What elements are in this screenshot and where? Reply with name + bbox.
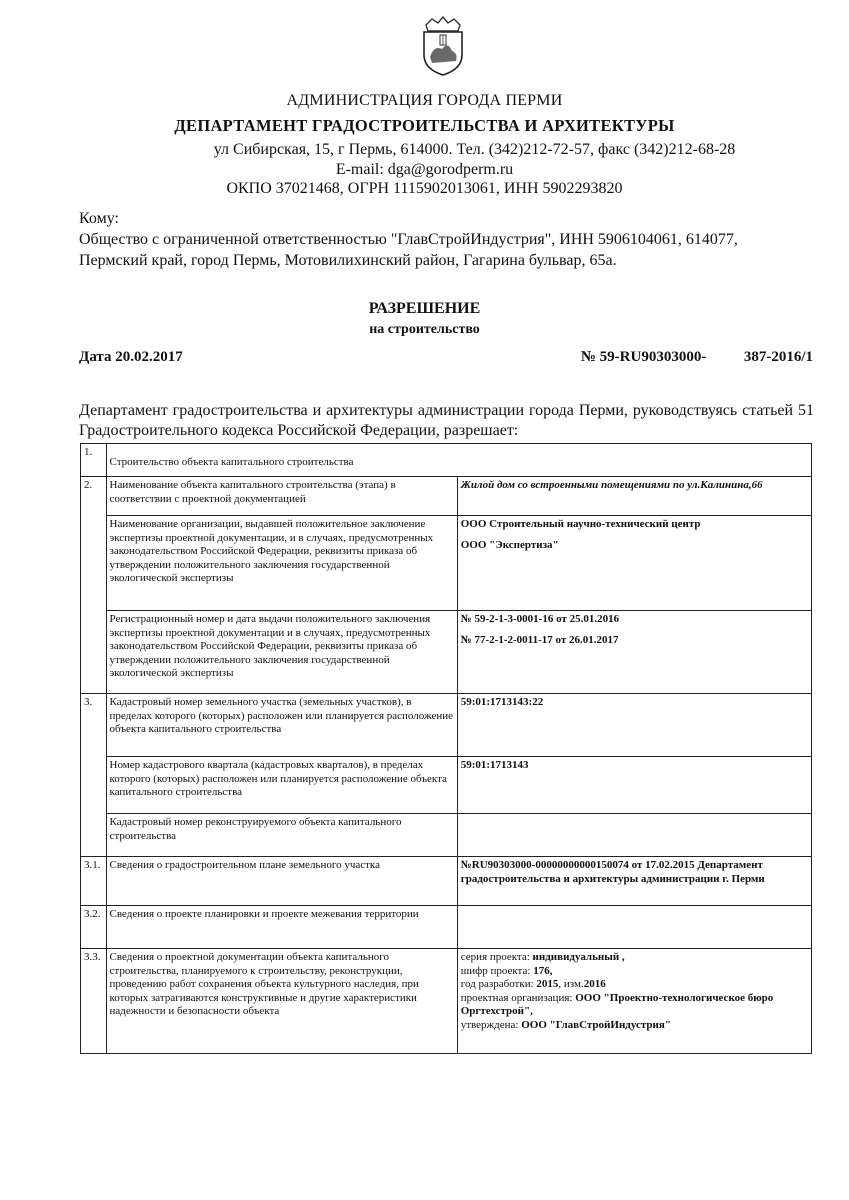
document-title: РАЗРЕШЕНИЕ [368, 300, 481, 317]
field-value: 2015 [536, 978, 559, 990]
field-label: шифр проекта: [460, 964, 534, 977]
permit-number [581, 349, 813, 366]
intro-paragraph: Департамент градостроительства и архитектуры администрации города Перми, руководствуясь статьей 51 Градостроительного кодекса Российской Федерации, разрешает: [79, 402, 814, 439]
row-number: 3. [81, 694, 107, 857]
expertise-number-2: № 77-2-1-2-0011-17 от 26.01.2017 [460, 633, 619, 646]
table-row [81, 757, 812, 814]
row-number: 3.3. [81, 949, 107, 1054]
row-value [457, 611, 811, 694]
table-row [81, 857, 812, 906]
permit-number-prefix: № 59-RU90303000- [580, 349, 707, 365]
project-code [461, 965, 808, 979]
table-row [81, 477, 812, 516]
row-number: 3.2. [81, 906, 107, 949]
table-row [81, 814, 812, 857]
org-name: АДМИНИСТРАЦИЯ ГОРОДА ПЕРМИ [286, 92, 563, 109]
project-year [461, 978, 808, 992]
field-value: 2016 [583, 978, 606, 990]
table-row [81, 906, 812, 949]
row-label: Сведения о проекте планировки и проекте межевания территории [106, 906, 457, 949]
field-value: ООО "ГлавСтройИндустрия" [521, 1018, 671, 1031]
spacer [461, 627, 808, 634]
field-value: индивидуальный , [532, 951, 625, 963]
coat-of-arms-icon [418, 15, 468, 77]
project-organization [461, 992, 808, 1019]
department-address: ул Сибирская, 15, г Пермь, 614000. Тел. (342)212-72-57, факс (342)212-68-28 [213, 141, 736, 158]
expertise-org-1: ООО Строительный научно-технический центр [460, 518, 701, 530]
project-approved [461, 1019, 808, 1033]
field-label: проектная организация: [460, 991, 576, 1004]
field-label: , изм. [558, 978, 584, 990]
permit-date: Дата 20.02.2017 [79, 349, 183, 365]
recipient-label: Кому: [79, 210, 119, 227]
row-value: 59:01:1713143 [457, 757, 811, 814]
row-label: Кадастровый номер реконструируемого объекта капитального строительства [106, 814, 457, 857]
table-row [81, 516, 812, 611]
row-number: 3.1. [81, 857, 107, 906]
field-value: 176, [533, 964, 553, 977]
row-value: №RU90303000-00000000000150074 от 17.02.2015 Департамент градостроительства и архитектуры администрации г. Перми [457, 857, 811, 906]
expertise-org-2: ООО "Экспертиза" [460, 538, 559, 551]
row-value: 59:01:1713143:22 [457, 694, 811, 757]
row-value [457, 516, 811, 611]
row-label: Наименование организации, выдавшей положительное заключение экспертизы проектной документации, и в случаях, предусмотренных законодательством Российской Федерации, реквизиты приказа об утверждении положительного заключения государственной экологической экспертизы [106, 516, 457, 611]
spacer [461, 532, 808, 539]
field-value: ООО "Проектно-технологическое бюро Оргтехстрой", [460, 991, 774, 1017]
row-number: 1. [81, 444, 107, 477]
recipient-line-1: Общество с ограниченной ответственностью "ГлавСтройИндустрия", ИНН 5906104061, 614077, [79, 231, 738, 248]
row-label: Регистрационный номер и дата выдачи положительного заключения экспертизы проектной документации и в случаях, предусмотренных законодательством Российской Федерации, реквизиты приказа об утверждении положительного заключения государственной экологической экспертизы [106, 611, 457, 694]
field-label: год разработки: [460, 978, 537, 990]
recipient-line-2: Пермский край, город Пермь, Мотовилихинский район, Гагарина бульвар, 65а. [79, 252, 617, 269]
department-codes: ОКПО 37021468, ОГРН 1115902013061, ИНН 5902293820 [226, 180, 623, 197]
department-email: E-mail: dga@gorodperm.ru [335, 161, 514, 178]
department-name: ДЕПАРТАМЕНТ ГРАДОСТРОИТЕЛЬСТВА И АРХИТЕКТУРЫ [174, 116, 675, 135]
row-label: Кадастровый номер земельного участка (земельных участков), в пределах которого (которых) расположен или планируется расположение объекта капитального строительства [106, 694, 457, 757]
table-row [81, 694, 812, 757]
row-value [457, 906, 811, 949]
field-label: серия проекта: [460, 951, 533, 963]
project-series [461, 951, 808, 965]
table-row [81, 949, 812, 1054]
table-row [81, 444, 812, 477]
row-label: Сведения о проектной документации объекта капитального строительства, планируемого к строительству, реконструкции, проведению работ сохранения объекта культурного наследия, при которых затрагиваются конструктивные и другие характеристики надежности и безопасности объекта [106, 949, 457, 1054]
row-label: Наименование объекта капитального строительства (этапа) в соответствии с проектной документацией [106, 477, 457, 516]
row-label: Строительство объекта капитального строительства [106, 444, 811, 477]
document-subtitle: на строительство [369, 322, 480, 337]
row-value: Жилой дом со встроенными помещениями по ул.Калинина,66 [457, 477, 811, 516]
table-row [81, 611, 812, 694]
row-value [457, 814, 811, 857]
expertise-number-1: № 59-2-1-3-0001-16 от 25.01.2016 [460, 613, 620, 625]
field-label: утверждена: [460, 1018, 522, 1031]
row-number: 2. [81, 477, 107, 694]
row-label: Сведения о градостроительном плане земельного участка [106, 857, 457, 906]
row-value [457, 949, 811, 1054]
row-label: Номер кадастрового квартала (кадастровых кварталов), в пределах которого (которых) расположен или планируется расположение объекта капитального строительства [106, 757, 457, 814]
permit-table [80, 443, 812, 1054]
permit-number-suffix: 387-2016/1 [743, 349, 813, 365]
